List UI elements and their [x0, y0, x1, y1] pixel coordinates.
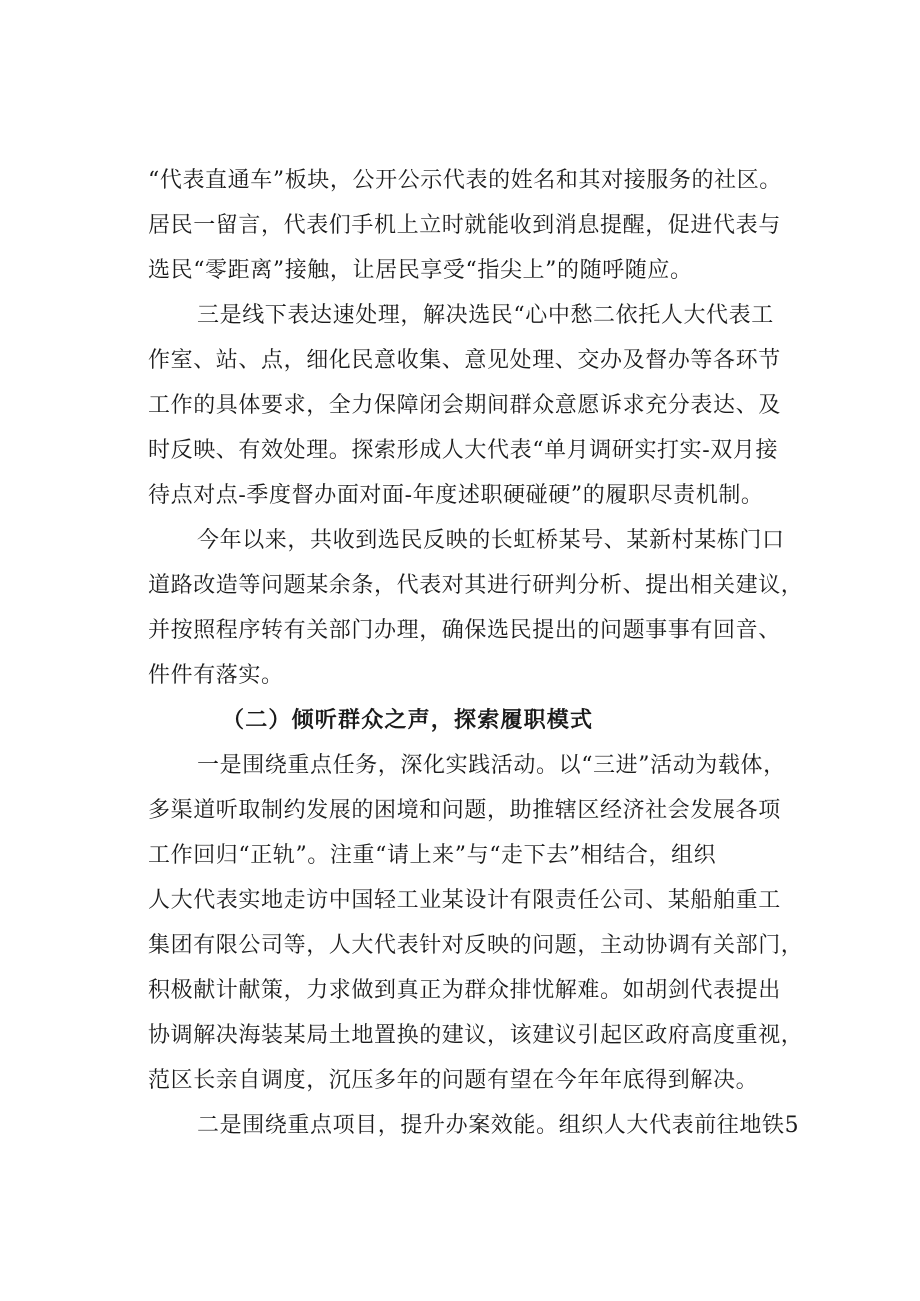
paragraph-line: 三是线下表达速处理，解决选民“心中愁二依托人大代表工: [197, 303, 774, 328]
paragraph-line: 一是围绕重点任务，深化实践活动。以“三进”活动为载体，: [197, 753, 786, 778]
paragraph-line: 件件有落实。: [148, 663, 284, 688]
section-heading: （二）倾听群众之声，探索履职模式: [222, 708, 594, 733]
paragraph-line: 选民“零距离”接触，让居民享受“指尖上”的随呼随应。: [148, 258, 693, 283]
paragraph-line: 待点对点-季度督办面对面-年度述职硬碰硬”的履职尽责机制。: [148, 483, 764, 508]
paragraph-line: 工作回归“正轨”。注重“请上来”与“走下去”相结合，组织: [148, 843, 717, 868]
paragraph-line: 多渠道听取制约发展的困境和问题，助推辖区经济社会发展各项: [148, 798, 781, 823]
paragraph-line: 时反映、有效处理。探索形成人大代表“单月调研实打实-双月接: [148, 438, 779, 463]
paragraph-line: 道路改造等问题某余条，代表对其进行研判分析、提出相关建议，: [148, 573, 804, 598]
paragraph-line: 协调解决海装某局土地置换的建议，该建议引起区政府高度重视，: [148, 1023, 804, 1048]
paragraph-line: 人大代表实地走访中国轻工业某设计有限责任公司、某船舶重工: [148, 888, 781, 913]
paragraph-line: 并按照程序转有关部门办理，确保选民提出的问题事事有回音、: [148, 618, 781, 643]
paragraph-line: 集团有限公司等，人大代表针对反映的问题，主动协调有关部门，: [148, 933, 804, 958]
paragraph-line: 二是围绕重点项目，提升办案效能。组织人大代表前往地铁5: [197, 1113, 800, 1138]
paragraph-line: 今年以来，共收到选民反映的长虹桥某号、某新村某栋门口: [197, 528, 785, 553]
paragraph-line: 工作的具体要求，全力保障闭会期间群众意愿诉求充分表达、及: [148, 393, 781, 418]
paragraph-line: 范区长亲自调度，沉压多年的问题有望在今年年底得到解决。: [148, 1068, 759, 1093]
paragraph-line: 积极献计献策，力求做到真正为群众排忧解难。如胡剑代表提出: [148, 978, 781, 1003]
paragraph-line: 居民一留言，代表们手机上立时就能收到消息提醒，促进代表与: [148, 213, 781, 238]
paragraph-line: “代表直通车”板块，公开公示代表的姓名和其对接服务的社区。: [148, 168, 782, 193]
paragraph-line: 作室、站、点，细化民意收集、意见处理、交办及督办等各环节: [148, 348, 781, 373]
